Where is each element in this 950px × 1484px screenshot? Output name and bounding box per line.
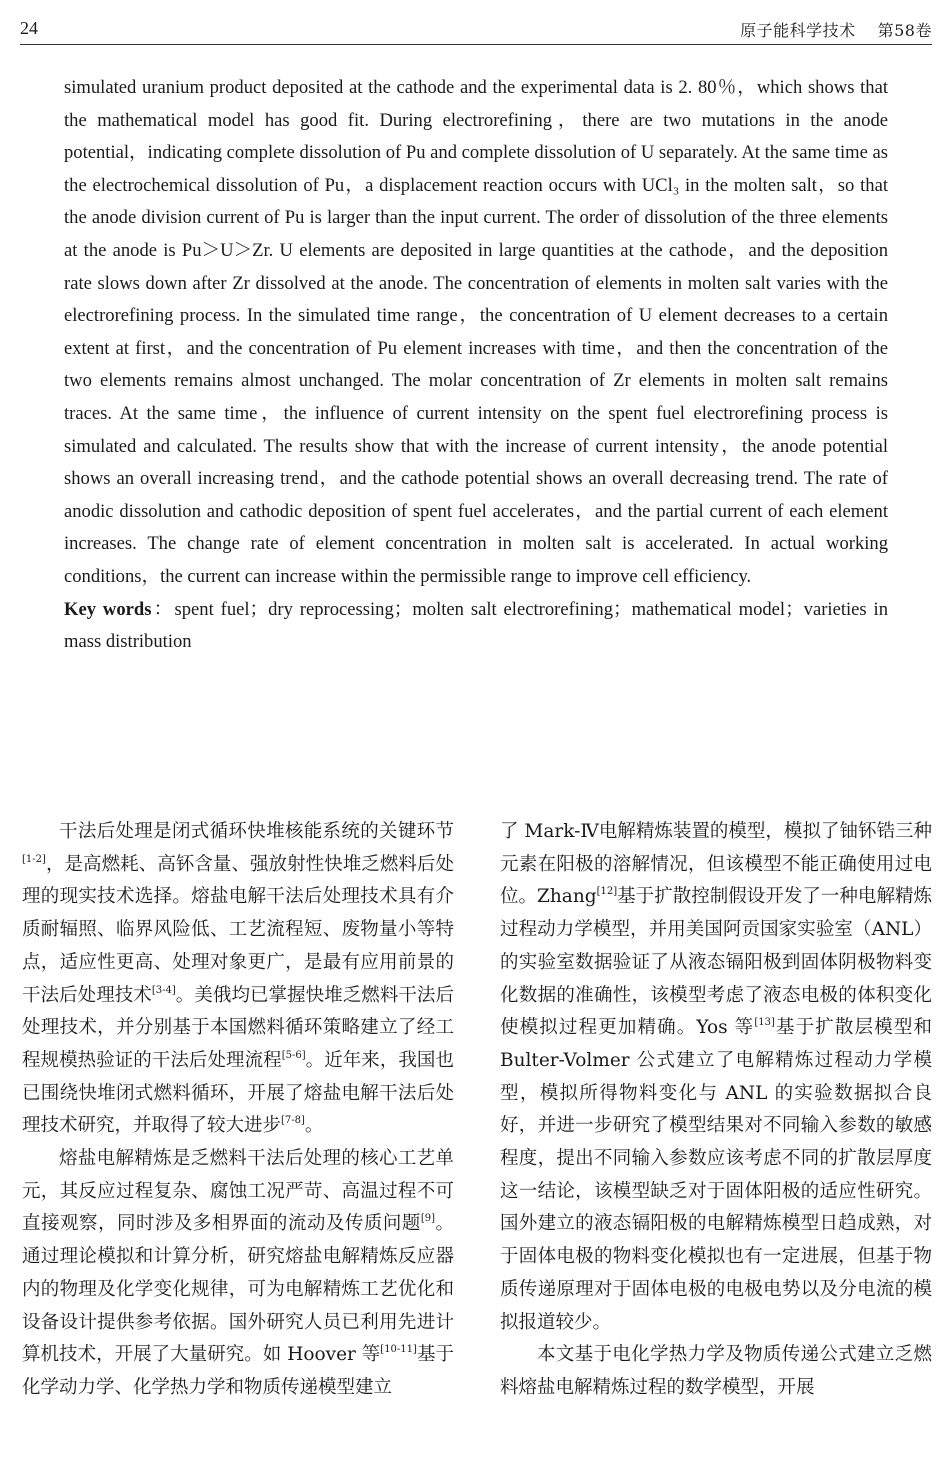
citation[interactable]: [12] (596, 886, 618, 898)
text-run: 干法后处理是闭式循环快堆核能系统的关键环节 (59, 821, 454, 842)
citation[interactable]: [3-4] (151, 984, 176, 996)
page-number: 24 (20, 18, 38, 38)
text-run: 基于化学动力学、化学热力学和物质传递模型建立 (22, 1344, 454, 1398)
citation[interactable]: [1-2] (22, 853, 46, 865)
text-run: 。近年来，我国也已围绕快堆闭式燃料循环，开展了熔盐电解干法后处理技术研究，并取得了较大进步 (22, 1049, 454, 1137)
abstract-text: simulated uranium product deposited at the cathode and the experimental data is 2. 80％，which shows that the mathematical model has good fit. During electrorefining，there are two mutations in the anode potential，indicating complete dissolution of Pu and complete dissolution of U separately. At the same time as the electrochemical dissolution of Pu，a displacement reaction occurs with UCl₃ in the molten salt，so that the anode division current of Pu is larger than the input current. The order of dissolution of the three elements at the anode is Pu＞U＞Zr. U elements are deposited in large quantities at the cathode，and the deposition rate slows down after Zr dissolved at the anode. The concentration of elements in molten salt varies with the electrorefining process. In the simulated time range，the concentration of U element decreases to a certain extent at first，and the concentration of Pu element increases with time，and then the concentration of the two elements remains almost unchanged. The molar concentration of Zr elements in molten salt remains traces. At the same time，the influence of current intensity on the spent fuel electrorefining process is simulated and calculated. The results show that with the increase of current intensity，the anode potential shows an overall increasing trend，and the cathode potential shows an overall decreasing trend. The rate of anodic dissolution and cathodic deposition of spent fuel accelerates，and the partial current of each element increases. The change rate of element concentration in molten salt is accelerated. In actual working conditions，the current can increase within the permissible range to improve cell efficiency. (64, 77, 888, 587)
text-run: 了 Mark-Ⅳ电解精炼装置的模型，模拟了铀钚锆三种元素在阳极的溶解情况，但该模型不能正确使用过电位。Zhang (500, 821, 932, 908)
citation[interactable]: [5-6] (281, 1049, 306, 1061)
citation[interactable]: [13] (754, 1017, 775, 1029)
running-header (20, 14, 932, 45)
citation[interactable]: [7-8] (281, 1115, 305, 1127)
text-run: 熔盐电解精炼是乏燃料干法后处理的核心工艺单元，其反应过程复杂、腐蚀工况严苛、高温过程不可直接观察，同时涉及多相界面的流动及传质问题 (22, 1148, 454, 1235)
left-column (22, 816, 454, 1405)
keywords-text: ：spent fuel；dry reprocessing；molten salt electrorefining；mathematical model；varieties in mass distribution (64, 598, 888, 653)
text-run: 基于扩散层模型和 Bulter-Volmer 公式建立了电解精炼过程动力学模型，模拟所得物料变化与 ANL 的实验数据拟合良好，并进一步研究了模型结果对不同输入参数的敏感程度，提出不同输入参数应该考虑不同的扩散层厚度这一结论，该模型缺乏对于固体阳极的适应性研究。国外建立的液态镉阳极的电解精炼模型日趋成熟，对于固体电极的物料变化模拟也有一定进展，但基于物质传递原理对于固体电极的电极电势以及分电流的模拟报道较少。 (500, 1017, 932, 1333)
text-run: 。通过理论模拟和计算分析，研究熔盐电解精炼反应器内的物理及化学变化规律，可为电解精炼工艺优化和设备设计提供参考依据。国外研究人员已利用先进计算机技术，开展了大量研究。如 Hoover 等 (22, 1213, 454, 1366)
journal-info (718, 18, 932, 41)
paragraph-intro (22, 816, 454, 1143)
body-columns (22, 816, 932, 1476)
right-column (500, 816, 932, 1405)
citation[interactable]: [9] (420, 1213, 435, 1225)
english-abstract (64, 72, 888, 659)
text-run: 本文基于电化学热力学及物质传递公式建立乏燃料熔盐电解精炼过程的数学模型，开展 (500, 1344, 932, 1398)
citation[interactable]: [10-11] (380, 1344, 417, 1356)
paragraph-electrorefining-continued (500, 816, 932, 1339)
paragraph-this-work (500, 1339, 932, 1404)
text-run: ，是高燃耗、高钚含量、强放射性快堆乏燃料后处理的现实技术选择。熔盐电解干法后处理技术具有介质耐辐照、临界风险低、工艺流程短、废物量小等特点，适应性更高、处理对象更广，是最有应用前景的干法后处理技术 (22, 853, 454, 1006)
paragraph-electrorefining (22, 1143, 454, 1405)
journal-volume: 第58卷 (877, 21, 932, 40)
text-run: 基于扩散控制假设开发了一种电解精炼过程动力学模型，并用美国阿贡国家实验室（ANL）的实验室数据验证了从液态镉阳极到固体阴极物料变化数据的准确性，该模型考虑了液态电极的体积变化使模拟过程更加精确。Yos 等 (500, 886, 932, 1039)
keywords-label: Key words (64, 598, 152, 620)
journal-name: 原子能科学技术 (740, 21, 856, 40)
text-run: 。美俄均已掌握快堆乏燃料干法后处理技术，并分别基于本国燃料循环策略建立了经工程规模热验证的干法后处理流程 (22, 984, 454, 1071)
text-run: 。 (304, 1115, 324, 1137)
keywords (64, 594, 888, 659)
